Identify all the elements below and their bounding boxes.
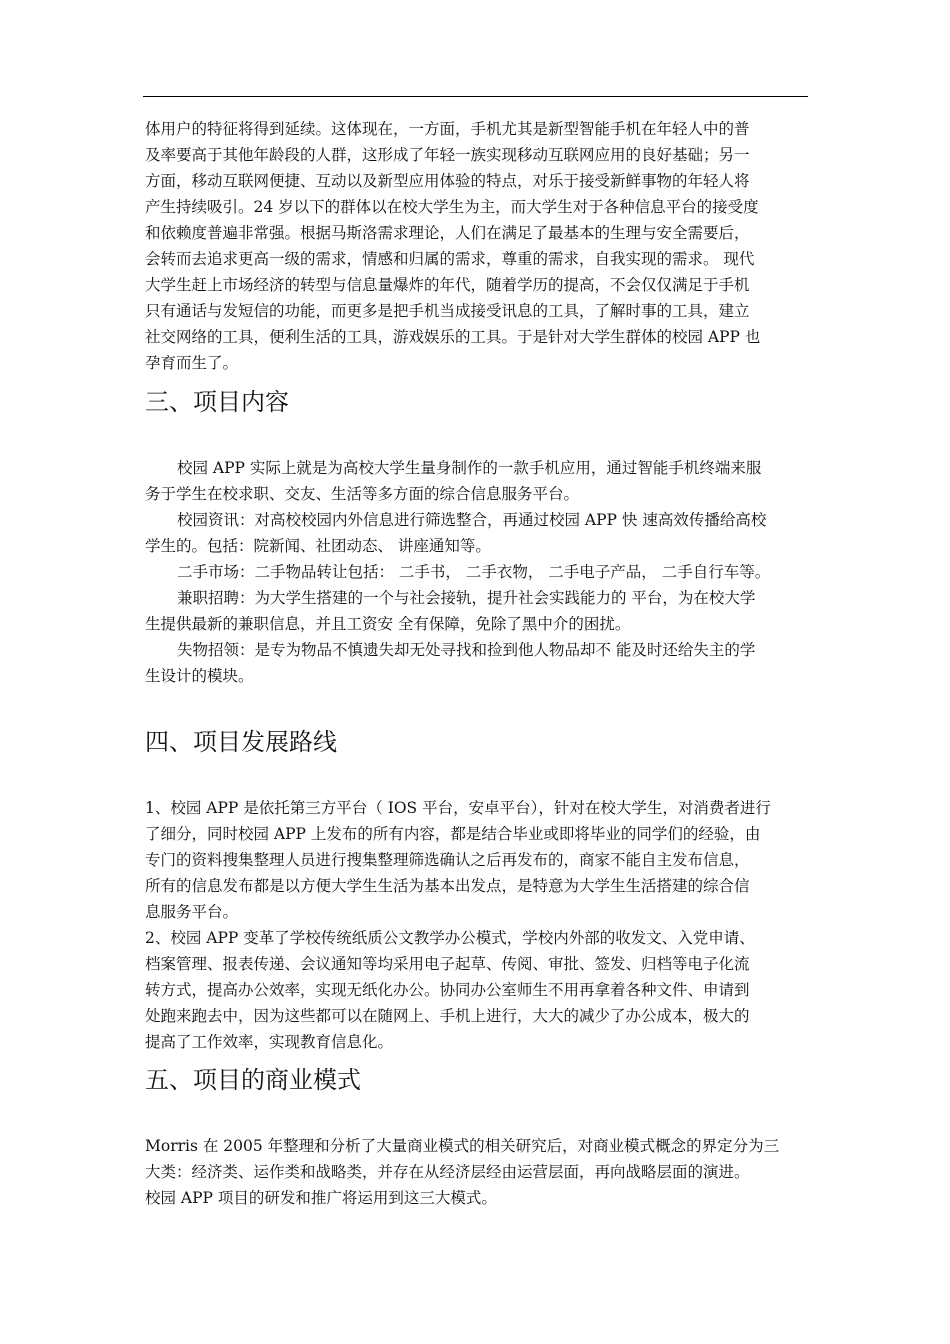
text-line: 学生的。包括：院新闻、社团动态、 讲座通知等。	[145, 537, 491, 555]
text-line: 方面，移动互联网便捷、互动以及新型应用体验的特点，对乐于接受新鲜事物的年轻人将	[145, 172, 750, 190]
text-line: 校园 APP 实际上就是为高校大学生量身制作的一款手机应用，通过智能手机终端来服	[177, 459, 762, 477]
text-line: 产生持续吸引。24 岁以下的群体以在校大学生为主，而大学生对于各种信息平台的接受度	[145, 198, 759, 216]
header-rule	[143, 96, 808, 97]
section-heading-5: 五、项目的商业模式	[145, 1066, 361, 1094]
text-line: 二手市场：二手物品转让包括： 二手书， 二手衣物， 二手电子产品， 二手自行车等。	[177, 563, 771, 581]
text-line: 兼职招聘：为大学生搭建的一个与社会接轨，提升社会实践能力的 平台，为在校大学	[177, 589, 756, 607]
section-5-body	[145, 1133, 809, 1211]
text-line: 生设计的模块。	[145, 667, 254, 685]
text-line: 失物招领：是专为物品不慎遗失却无处寻找和捡到他人物品却不 能及时还给失主的学	[177, 641, 756, 659]
section-heading-3: 三、项目内容	[145, 388, 289, 416]
text-line: 和依赖度普遍非常强。根据马斯洛需求理论，人们在满足了最基本的生理与安全需要后，	[145, 224, 750, 242]
intro-paragraph	[145, 116, 809, 376]
text-line: 档案管理、报表传递、会议通知等均采用电子起草、传阅、审批、签发、归档等电子化流	[145, 955, 750, 973]
text-line: 了细分，同时校园 APP 上发布的所有内容，都是结合毕业或即将毕业的同学们的经验，由	[145, 825, 761, 843]
text-line: 大类：经济类、运作类和战略类，并存在从经济层经由运营层面，再向战略层面的演进。	[145, 1163, 750, 1181]
text-line: Morris 在 2005 年整理和分析了大量商业模式的相关研究后，对商业模式概念的界定分为三	[145, 1137, 780, 1155]
text-line: 体用户的特征将得到延续。这体现在，一方面，手机尤其是新型智能手机在年轻人中的普	[145, 120, 750, 138]
text-line: 大学生赶上市场经济的转型与信息量爆炸的年代，随着学历的提高，不会仅仅满足于手机	[145, 276, 750, 294]
text-line: 专门的资料搜集整理人员进行搜集整理筛选确认之后再发布的，商家不能自主发布信息，	[145, 851, 750, 869]
text-line: 生提供最新的兼职信息，并且工资安 全有保障，免除了黑中介的困扰。	[145, 615, 631, 633]
text-line: 及率要高于其他年龄段的人群，这形成了年轻一族实现移动互联网应用的良好基础；另一	[145, 146, 750, 164]
text-line: 校园 APP 项目的研发和推广将运用到这三大模式。	[145, 1189, 497, 1207]
text-line: 只有通话与发短信的功能，而更多是把手机当成接受讯息的工具，了解时事的工具，建立	[145, 302, 750, 320]
section-4-body	[145, 795, 809, 1055]
text-line: 孕育而生了。	[145, 354, 239, 372]
section-3-body	[145, 455, 809, 689]
text-line: 处跑来跑去中，因为这些都可以在随网上、手机上进行，大大的减少了办公成本，极大的	[145, 1007, 750, 1025]
section-heading-4: 四、项目发展路线	[145, 728, 337, 756]
text-line: 社交网络的工具，便利生活的工具，游戏娱乐的工具。于是针对大学生群体的校园 APP 也	[145, 328, 761, 346]
text-line: 1、校园 APP 是依托第三方平台（ IOS 平台，安卓平台），针对在校大学生，对消费者进行	[145, 799, 771, 817]
text-line: 校园资讯：对高校校园内外信息进行筛选整合，再通过校园 APP 快 速高效传播给高校	[177, 511, 767, 529]
text-line: 所有的信息发布都是以方便大学生生活为基本出发点，是特意为大学生生活搭建的综合信	[145, 877, 750, 895]
text-line: 提高了工作效率，实现教育信息化。	[145, 1033, 394, 1051]
text-line: 会转而去追求更高一级的需求，情感和归属的需求，尊重的需求，自我实现的需求。 现代	[145, 250, 755, 268]
text-line: 息服务平台。	[145, 903, 239, 921]
text-line: 务于学生在校求职、交友、生活等多方面的综合信息服务平台。	[145, 485, 580, 503]
text-line: 2、校园 APP 变革了学校传统纸质公文教学办公模式，学校内外部的收发文、入党申请、	[145, 929, 755, 947]
text-line: 转方式，提高办公效率，实现无纸化办公。协同办公室师生不用再拿着各种文件、申请到	[145, 981, 750, 999]
